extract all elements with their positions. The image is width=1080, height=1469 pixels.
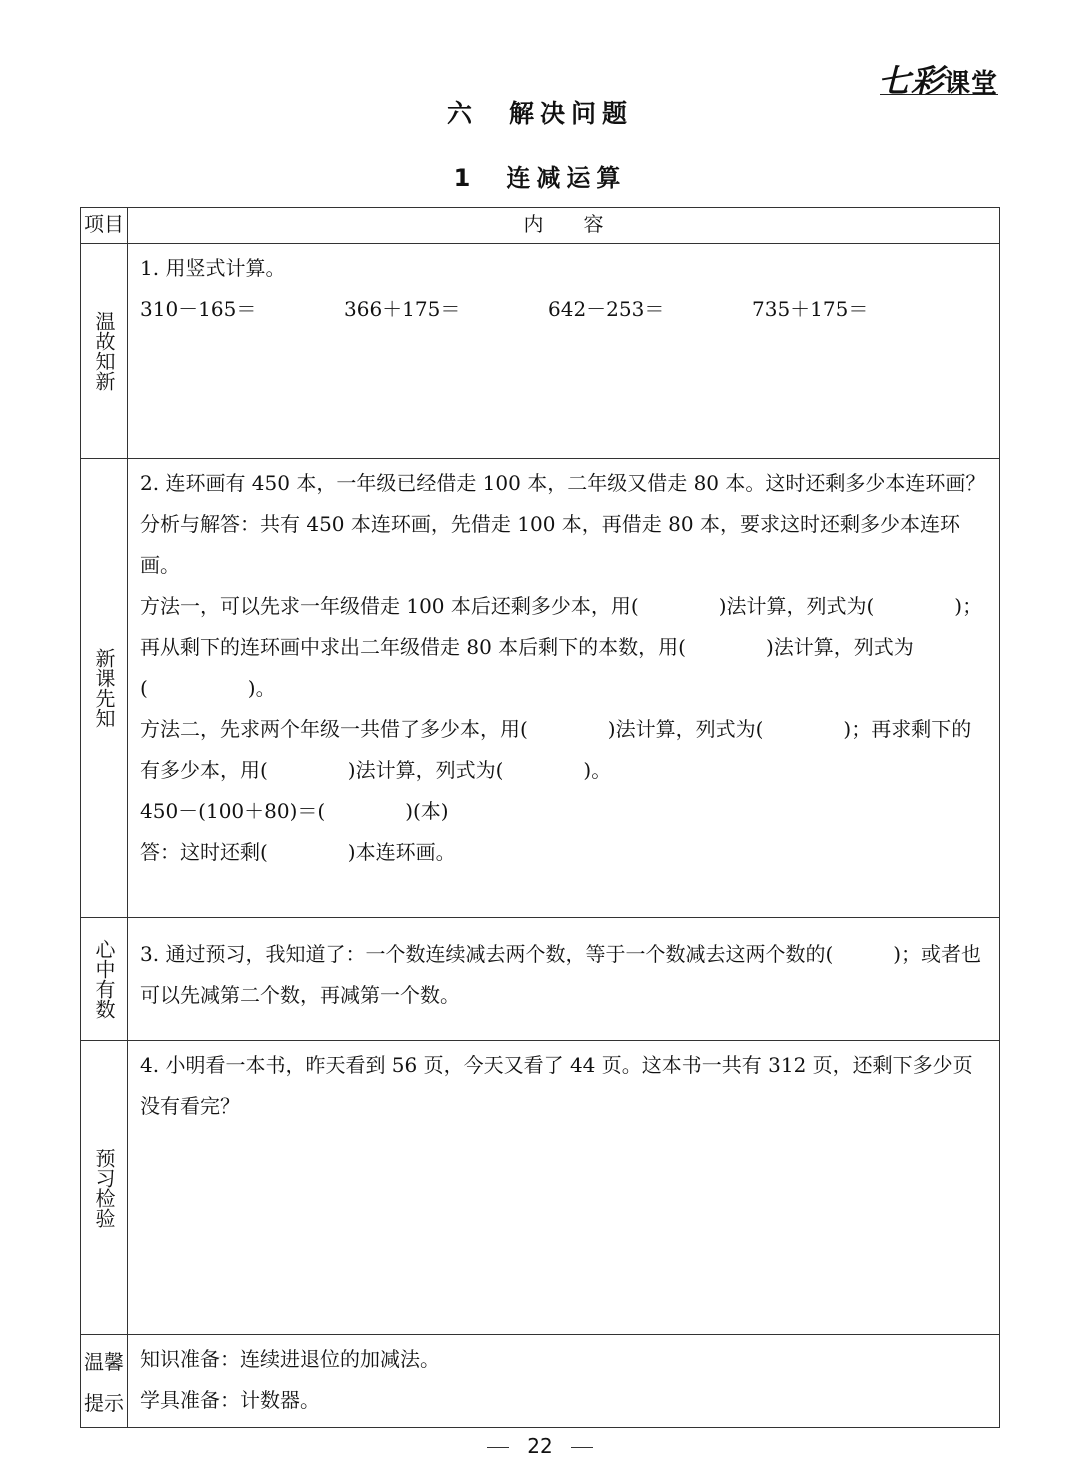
header-content: 内 容 <box>128 208 1000 244</box>
equation-item: 366＋175＝ <box>344 297 461 321</box>
answer-fill: 答：这时还剩( )本连环画。 <box>140 840 456 864</box>
tips-label-line1: 温馨 <box>84 1350 124 1374</box>
tips-knowledge: 知识准备：连续进退位的加减法。 <box>140 1347 440 1371</box>
row-label-summary: 心中有数 <box>92 939 116 1019</box>
footer-dash-right <box>571 1447 593 1448</box>
method-two-text: 方法二，先求两个年级一共借了多少本，用( )法计算，列式为( )；再求剩下的有多少本，用( )法计算，列式为( )。 <box>140 717 972 782</box>
equation-list <box>140 289 989 330</box>
method-one-text: 方法一，可以先求一年级借走 100 本后还剩多少本，用( )法计算，列式为( )；再从剩下的连环画中求出二年级借走 80 本后剩下的本数，用( )法计算，列式为( )。 <box>140 594 983 700</box>
tips-label-line2: 提示 <box>84 1391 124 1415</box>
brand-logo-part2: 课堂 <box>943 69 998 99</box>
row-content-new-lesson <box>128 459 1000 918</box>
row-check <box>81 1041 1000 1335</box>
brand-logo-part1: 七彩 <box>877 62 944 100</box>
row-review <box>81 244 1000 459</box>
equation-item: 310－165＝ <box>140 297 257 321</box>
analysis-text: 分析与解答：共有 450 本连环画，先借走 100 本，再借走 80 本，要求这时还剩多少本连环画。 <box>140 512 960 577</box>
lesson-title: 1 连减运算 <box>453 164 627 192</box>
question-3: 3. 通过预习，我知道了：一个数连续减去两个数，等于一个数减去这两个数的( )；或者也可以先减第二个数，再减第一个数。 <box>140 942 982 1007</box>
page-number: 22 <box>527 1434 553 1458</box>
equation-item: 642－253＝ <box>548 297 665 321</box>
row-new-lesson <box>81 459 1000 918</box>
row-tips <box>81 1335 1000 1428</box>
question-2: 2. 连环画有 450 本，一年级已经借走 100 本，二年级又借走 80 本。这时还剩多少本连环画？ <box>140 471 986 495</box>
equation-fill: 450－(100＋80)＝( )(本) <box>140 799 449 823</box>
page-footer <box>0 1434 1080 1458</box>
row-label-review: 温故知新 <box>92 311 116 391</box>
lesson-table <box>80 207 1000 1428</box>
row-content-summary <box>128 918 1000 1041</box>
row-label-check: 预习检验 <box>92 1147 116 1228</box>
tips-tools: 学具准备：计数器。 <box>140 1388 320 1412</box>
row-label-new-lesson: 新课先知 <box>92 648 116 728</box>
row-content-review <box>128 244 1000 459</box>
row-content-tips <box>128 1335 1000 1428</box>
row-content-check <box>128 1041 1000 1335</box>
brand-logo <box>878 56 998 98</box>
equation-item: 735＋175＝ <box>752 297 869 321</box>
header-item: 项目 <box>81 208 128 244</box>
footer-dash-left <box>487 1447 509 1448</box>
row-summary <box>81 918 1000 1041</box>
table-header-row <box>81 208 1000 244</box>
question-4: 4. 小明看一本书，昨天看到 56 页，今天又看了 44 页。这本书一共有 312 页，还剩下多少页没有看完？ <box>140 1053 973 1118</box>
question-1: 1. 用竖式计算。 <box>140 256 286 280</box>
chapter-title: 六 解决问题 <box>446 99 633 128</box>
